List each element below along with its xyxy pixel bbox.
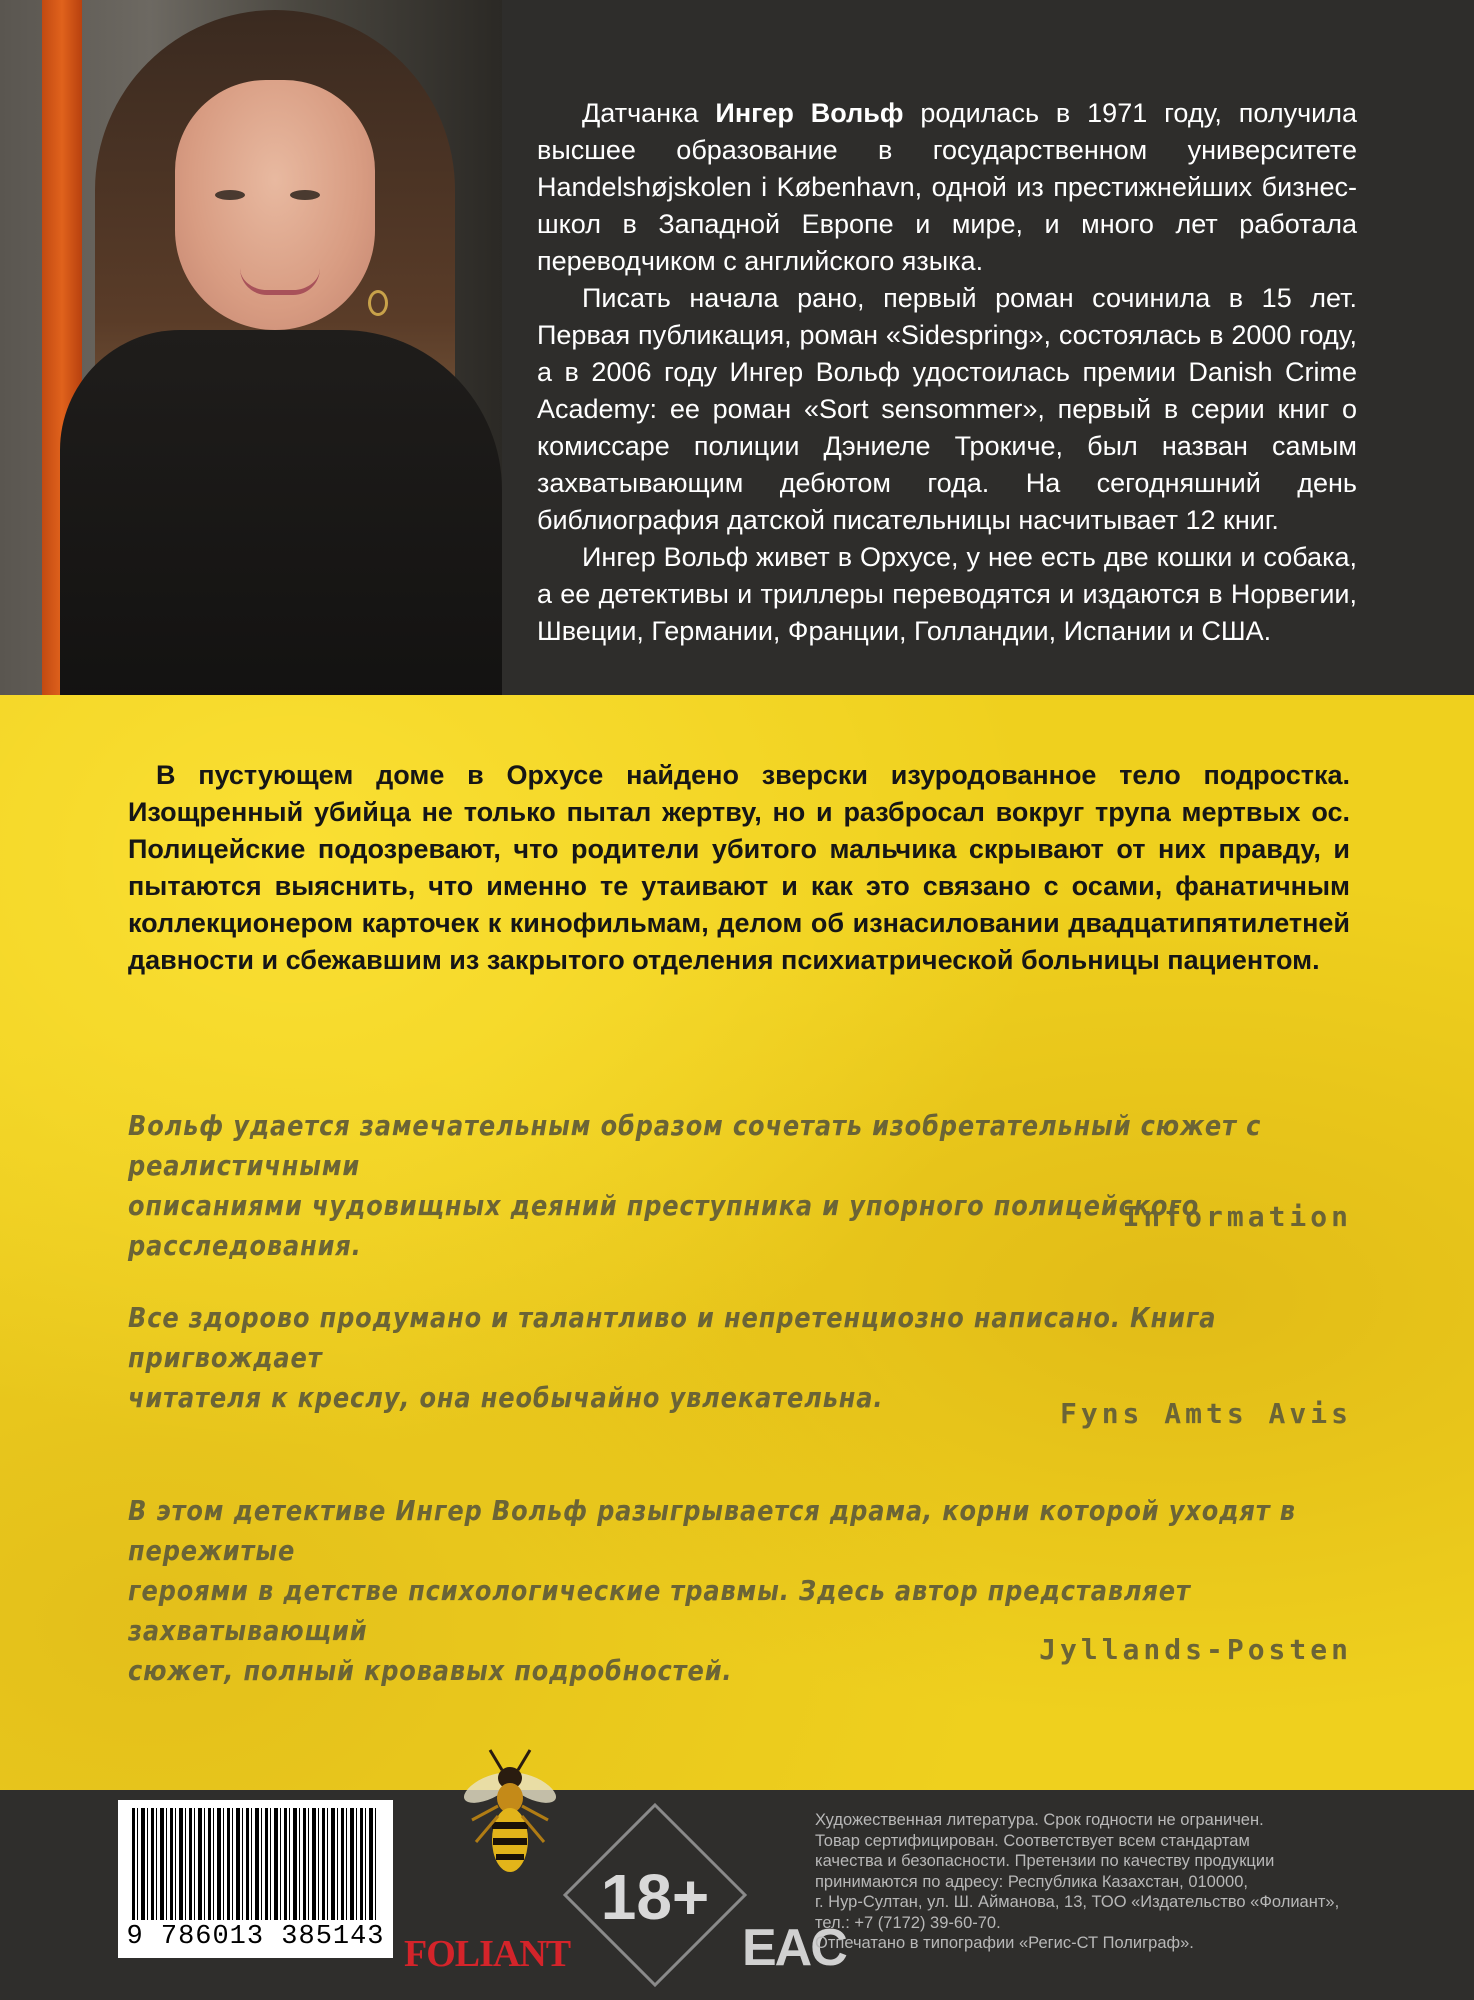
earring bbox=[368, 290, 388, 316]
wasp-icon bbox=[450, 1740, 570, 1890]
book-synopsis: В пустующем доме в Орхусе найдено зверски изуродованное тело подростка. Изощренный убийца не только пытал жертву, но и разбросал вокруг трупа мертвых ос. Полицейские подозревают, что родители убитого мальчика скрывают от них правду, и пытаются выяснить, что именно те утаивают и как это связано с осами, фанатичным коллекционером карточек к кинофильмам, делом об изнасиловании двадцатипятилетней давности и сбежавшим из закрытого отделения психиатрической больницы пациентом. bbox=[128, 760, 1350, 975]
review-quote-1: Вольф удается замечательным образом сочетать изобретательный сюжет с реалистичными описаниями чудовищных деяний преступника и упорного полицейского расследования. bbox=[128, 1109, 1262, 1262]
barcode-digits: 9 786013 385143 bbox=[126, 1922, 385, 1952]
legal-info: Художественная литература. Срок годности не ограничен. Товар сертифицирован. Соответствует всем стандартам качества и безопасности. Претензии по качеству продукции принимаются по адресу: Республика Казахстан, 010000, г. Нур-Султан, ул. Ш. Айманова, 13, ТОО «Издательство «Фолиант», тел.: +7 (7172) 39-60-70. Отпечатано в типографии «Регис-СТ Полиграф». bbox=[815, 1811, 1340, 1952]
review-quote-2: Все здорово продумано и талантливо и непретенциозно написано. Книга пригвождает читателя к креслу, она необычайно увлекательна. bbox=[128, 1301, 1217, 1414]
author-eye-left bbox=[215, 190, 245, 200]
publisher-logo: FOLIANT bbox=[404, 1933, 571, 1975]
review-quote-3: В этом детективе Ингер Вольф разыгрывается драма, корни которой уходят в пережитые героями в детстве психологические травмы. Здесь автор представляет захватывающий сюжет, полный кровавых подробностей. bbox=[128, 1494, 1296, 1687]
review-source-3: Jyllands-Posten bbox=[1039, 1633, 1352, 1666]
eac-mark: EAC bbox=[742, 1919, 846, 1977]
review-source-2: Fyns Amts Avis bbox=[1059, 1397, 1352, 1430]
barcode-bars bbox=[132, 1808, 379, 1920]
review-source-1: Information bbox=[1122, 1200, 1352, 1233]
age-rating: 18+ bbox=[600, 1861, 710, 1933]
isbn-barcode bbox=[118, 1800, 393, 1958]
bio-paragraph-1: Датчанка Ингер Вольф родилась в 1971 году, получила высшее образование в государственном университете Handelshøjskolen i København, одной из престижнейших бизнес-школ в Западной Европе и мире, и много лет работала переводчиком с английского языка. bbox=[537, 98, 1357, 276]
author-photo bbox=[0, 0, 502, 695]
author-bio bbox=[537, 95, 1357, 650]
author-name: Ингер Вольф bbox=[715, 98, 904, 128]
author-clothing bbox=[60, 330, 502, 695]
author-eye-right bbox=[290, 190, 320, 200]
bio-paragraph-2: Писать начала рано, первый роман сочинила в 15 лет. Первая публикация, роман «Sidespring», состоялась в 2000 году, а в 2006 году Ингер Вольф удостоилась премии Danish Crime Academy: ее роман «Sort sensommer», первый в серии книг о комиссаре полиции Дэниеле Трокиче, был назван самым захватывающим дебютом года. На сегодняшний день библиография датской писательницы насчитывает 12 книг. bbox=[537, 283, 1357, 535]
bio-paragraph-3: Ингер Вольф живет в Орхусе, у нее есть две кошки и собака, а ее детективы и триллеры переводятся и издаются в Норвегии, Швеции, Германии, Франции, Голландии, Испании и США. bbox=[537, 542, 1357, 646]
